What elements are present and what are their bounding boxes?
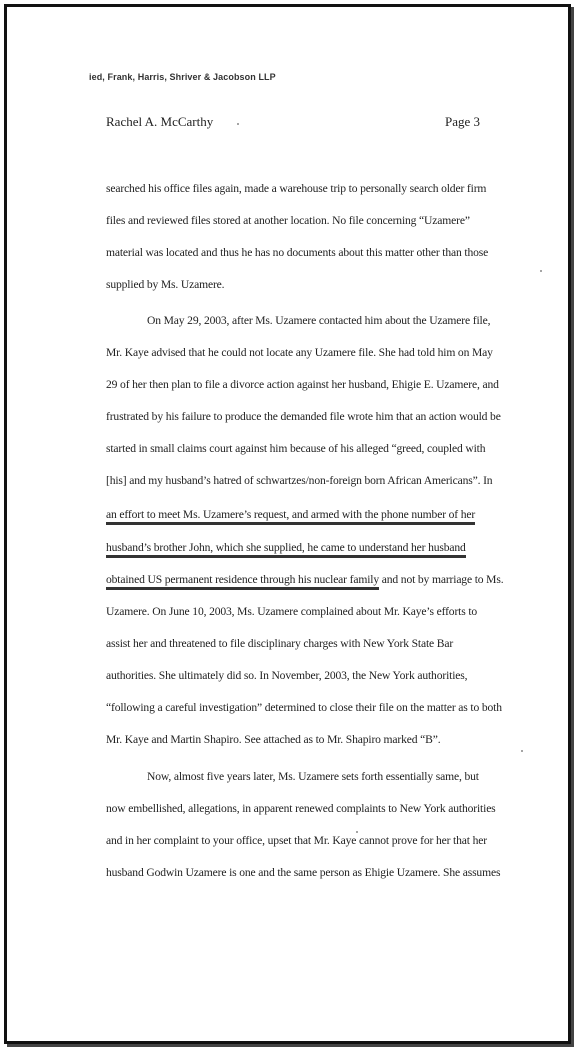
body-line: Mr. Kaye and Martin Shapiro. See attached as to Mr. Shapiro marked “B”. [106,733,441,746]
body-line: and in her complaint to your office, upset that Mr. Kaye cannot prove for her that her [106,834,487,847]
body-line: assist her and threatened to file disciplinary charges with New York State Bar [106,637,454,650]
body-line: 29 of her then plan to file a divorce action against her husband, Ehigie E. Uzamere, and [106,378,499,391]
body-line: authorities. She ultimately did so. In November, 2003, the New York authorities, [106,669,468,682]
firm-letterhead: ied, Frank, Harris, Shriver & Jacobson LLP [89,72,276,82]
body-line: material was located and thus he has no documents about this matter other than those [106,246,489,259]
body-line: now embellished, allegations, in apparent renewed complaints to New York authorities [106,802,496,815]
body-line: searched his office files again, made a warehouse trip to personally search older firm [106,182,487,195]
underlined-line: an effort to meet Ms. Uzamere’s request, and armed with the phone number of her [106,508,475,525]
body-line: Now, almost five years later, Ms. Uzamere sets forth essentially same, but [147,770,479,783]
body-line [106,573,503,586]
body-line: husband Godwin Uzamere is one and the same person as Ehigie Uzamere. She assumes [106,866,501,879]
line-remainder: and not by marriage to Ms. [379,573,504,586]
body-line: supplied by Ms. Uzamere. [106,278,225,291]
body-line: frustrated by his failure to produce the demanded file wrote him that an action would be [106,410,501,423]
recipient-name: Rachel A. McCarthy [106,114,214,129]
scan-speck [237,123,239,125]
scan-speck [356,831,358,833]
body-line: files and reviewed files stored at another location. No file concerning “Uzamere” [106,214,470,227]
body-line: [his] and my husband’s hatred of schwartzes/non-foreign born African Americans”. In [106,474,493,487]
body-line: “following a careful investigation” determined to close their file on the matter as to both [106,701,502,714]
scan-speck [540,270,542,272]
underlined-fragment: obtained US permanent residence through his nuclear family [106,573,379,590]
body-line: started in small claims court against him because of his alleged “greed, coupled with [106,442,486,455]
body-line: Uzamere. On June 10, 2003, Ms. Uzamere complained about Mr. Kaye’s efforts to [106,605,478,618]
body-line: On May 29, 2003, after Ms. Uzamere contacted him about the Uzamere file, [147,314,491,327]
page-number: Page 3 [445,114,481,129]
underlined-line: husband’s brother John, which she supplied, he came to understand her husband [106,541,466,558]
scan-speck [521,750,523,752]
body-line: Mr. Kaye advised that he could not locate any Uzamere file. She had told him on May [106,346,493,359]
